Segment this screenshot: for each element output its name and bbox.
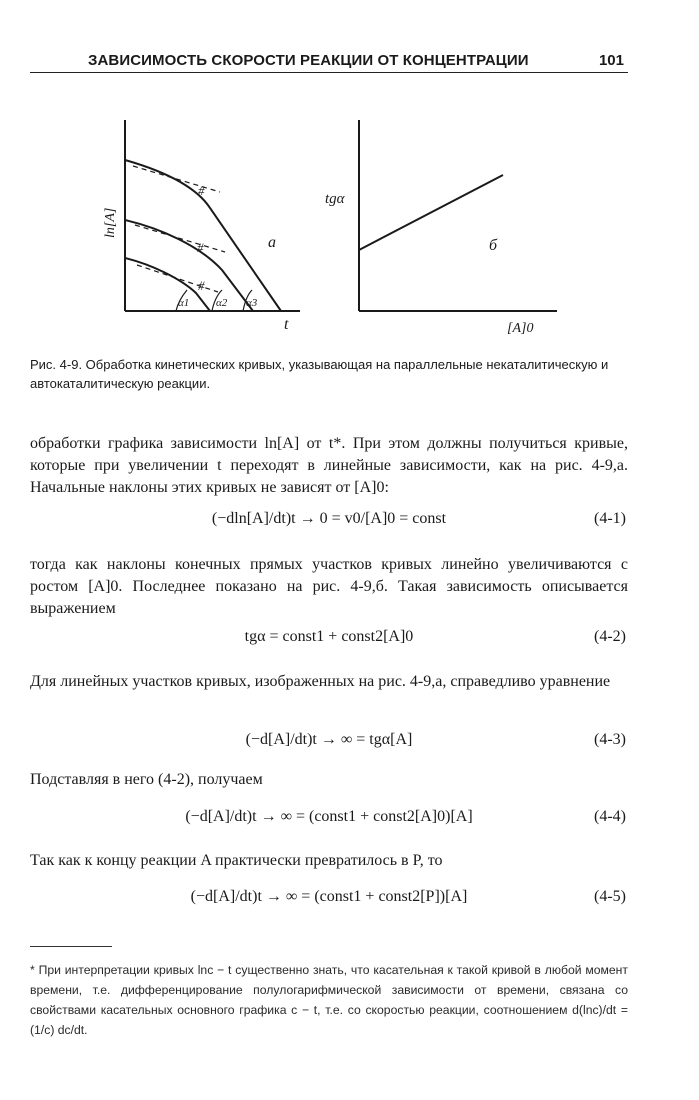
- page-number: 101: [598, 52, 624, 69]
- equation-formula: (−d[A]/dt)t → ∞ = (const1 + const2[A]0)[A]: [185, 808, 473, 825]
- equation-4-2: [30, 628, 628, 652]
- tangent-mark-2: #: [197, 240, 204, 255]
- equation-4-1: [30, 510, 628, 534]
- angle-label-1: α1: [178, 297, 190, 309]
- paragraph-4: Подставляя в него (4-2), получаем: [30, 771, 263, 788]
- paragraph-1: обработки графика зависимости ln[A] от t*. При этом должны получиться кривые, которые при увеличении t переходят в линейные зависимости, как на рис. 4-9,а. Начальные наклоны этих кривых не зависят от [A]0:: [30, 435, 628, 496]
- header-title: ЗАВИСИМОСТЬ СКОРОСТИ РЕАКЦИИ ОТ КОНЦЕНТРАЦИИ: [88, 52, 529, 69]
- equation-4-4: [30, 808, 628, 832]
- header-rule: [30, 72, 628, 73]
- right-x-label: [A]0: [507, 321, 534, 336]
- equation-formula: (−d[A]/dt)t → ∞ = tgα[A]: [245, 731, 413, 748]
- angle-label-2: α2: [216, 297, 228, 309]
- tg-line: [359, 175, 503, 250]
- tangent-3: [133, 166, 220, 192]
- right-y-label: tgα: [325, 191, 345, 207]
- equation-number: (4-4): [594, 808, 626, 825]
- equation-number: (4-2): [594, 628, 626, 645]
- equation-4-5: [30, 888, 628, 912]
- footnote-rule: [30, 946, 112, 947]
- running-header: [30, 52, 628, 74]
- equation-formula: (−d[A]/dt)t → ∞ = (const1 + const2[P])[A]: [190, 888, 468, 905]
- equation-4-3: [30, 731, 628, 755]
- figure-caption: Рис. 4-9. Обработка кинетических кривых, указывающая на параллельные некаталитическую и автокаталитическую реакции.: [30, 357, 609, 391]
- left-x-label: t: [284, 316, 289, 333]
- left-y-label: ln[A]: [103, 207, 118, 238]
- tangent-2: [135, 225, 225, 252]
- equation-number: (4-1): [594, 510, 626, 527]
- tangent-mark-1: #: [198, 278, 205, 293]
- left-panel: [125, 120, 300, 311]
- paragraph-2: тогда как наклоны конечных прямых участков кривых линейно увеличиваются с ростом [A]0. Последнее показано на рис. 4-9,б. Такая зависимость описывается выражением: [30, 556, 628, 617]
- equation-formula: (−dln[A]/dt)t → 0 = v0/[A]0 = const: [211, 510, 447, 527]
- tangent-mark-3: #: [198, 183, 205, 198]
- equation-number: (4-5): [594, 888, 626, 905]
- paragraph-3: Для линейных участков кривых, изображенных на рис. 4-9,а, справедливо уравнение: [30, 673, 611, 690]
- right-panel: [359, 120, 557, 311]
- figure-4-9: [0, 100, 699, 345]
- angle-label-3: α3: [246, 297, 258, 309]
- right-panel-label: б: [489, 237, 498, 254]
- paragraph-5: Так как к концу реакции A практически превратилось в P, то: [30, 852, 443, 869]
- equation-number: (4-3): [594, 731, 626, 748]
- equation-formula: tgα = const1 + const2[A]0: [244, 628, 414, 645]
- left-panel-label: a: [268, 234, 276, 251]
- footnote: * При интерпретации кривых lnc − t существенно знать, что касательная к такой кривой в любой момент времени, т.е. дифференцирование полулогарифмической зависимости от времени, связана со свойствами касательных основного графика c − t, т.е. со скоростью реакции, соотношением d(lnc)/dt = (1/c) dc/dt.: [30, 963, 628, 1037]
